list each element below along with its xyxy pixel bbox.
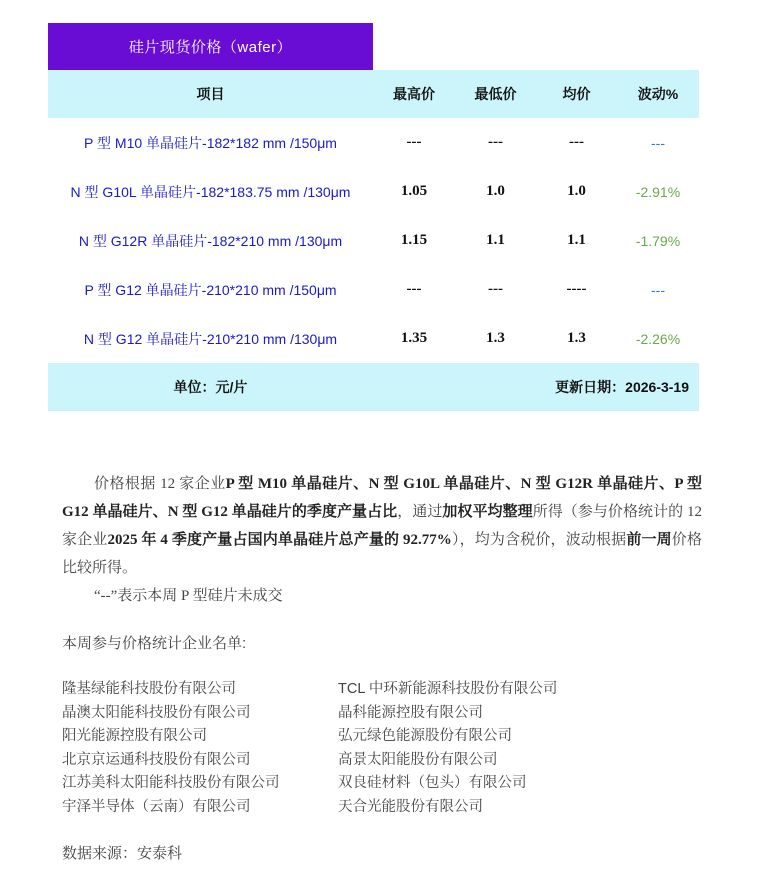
price-change: -2.91% (635, 183, 681, 200)
list-item: TCL 中环新能源科技股份有限公司 (338, 681, 558, 697)
list-item: 隆基绿能科技股份有限公司 (62, 681, 236, 697)
header-change: 波动% (617, 70, 699, 118)
para-bold-method: 加权平均整理 (442, 504, 533, 520)
high-price: --- (406, 281, 422, 297)
low-price: --- (488, 134, 503, 150)
header-item: 项目 (48, 70, 373, 118)
list-item: 天合光能股份有限公司 (338, 798, 483, 815)
company-list-title: 本周参与价格统计企业名单: (62, 635, 247, 652)
list-item: 晶澳太阳能科技股份有限公司 (62, 704, 251, 721)
avg-price: --- (569, 134, 584, 150)
list-item: 宇泽半导体（云南）有限公司 (62, 798, 251, 815)
low-price: --- (488, 281, 503, 297)
list-item: 北京京运通科技股份有限公司 (62, 751, 251, 768)
methodology-paragraph (62, 470, 702, 582)
low-price: 1.1 (486, 232, 505, 248)
avg-price: 1.1 (567, 232, 586, 248)
avg-price: 1.0 (567, 183, 586, 199)
header-high: 最高价 (373, 70, 455, 118)
table-header-row (48, 70, 699, 118)
low-price: 1.0 (486, 183, 505, 199)
update-date: 更新日期：2026-3-19 (373, 363, 699, 411)
high-price: 1.15 (400, 232, 428, 248)
list-item: 阳光能源控股有限公司 (62, 728, 207, 744)
high-price: 1.35 (400, 330, 428, 346)
product-name: N 型 G12 单晶硅片-210*210 mm /130μm (83, 330, 338, 347)
para-text: ，通过 (397, 504, 443, 520)
table-footer-row (48, 363, 699, 411)
table-row (48, 216, 699, 265)
avg-price: 1.3 (567, 330, 586, 346)
list-item: 高景太阳能股份有限公司 (338, 751, 498, 768)
high-price: --- (406, 134, 422, 150)
list-item: 江苏美科太阳能科技股份有限公司 (62, 775, 280, 791)
no-trade-note: “--”表示本周 P 型硅片未成交 (94, 588, 283, 604)
avg-price: ---- (566, 281, 587, 297)
price-change: --- (651, 134, 665, 151)
table-row (48, 314, 699, 363)
table-row (48, 265, 699, 314)
price-change: -1.79% (635, 232, 681, 249)
list-item: 双良硅材料（包头）有限公司 (338, 775, 527, 791)
product-name: P 型 M10 单晶硅片-182*182 mm /150μm (84, 134, 337, 151)
company-list (62, 678, 702, 819)
header-avg: 均价 (536, 70, 617, 118)
list-item: 晶科能源控股有限公司 (338, 704, 483, 721)
price-change: --- (651, 281, 665, 298)
table-row (48, 167, 699, 216)
product-name: N 型 G10L 单晶硅片-182*183.75 mm /130μm (70, 183, 351, 200)
para-bold-products: P 型 M10 单晶硅片、N 型 G10L 单晶硅片、N 型 G12R 单晶硅片、P 型 G12 单晶硅片、N 型 G12 单晶硅片的季度产量占比 (62, 476, 702, 520)
para-bold-share: 2025 年 4 季度产量占国内单晶硅片总产量的 92.77% (107, 532, 452, 548)
table-row (48, 118, 699, 167)
para-text: 价格比较所得。 (62, 532, 702, 576)
para-bold-week: 前一周 (626, 532, 672, 548)
list-item: 弘元绿色能源股份有限公司 (338, 728, 512, 744)
product-name: P 型 G12 单晶硅片-210*210 mm /150μm (84, 281, 337, 298)
data-source: 数据来源：安泰科 (62, 845, 183, 862)
page-title: 硅片现货价格（wafer） (48, 23, 373, 70)
high-price: 1.05 (400, 183, 428, 199)
low-price: 1.3 (486, 330, 505, 346)
para-text: 价格根据 12 家企业 (94, 476, 226, 492)
para-text: ），均为含税价，波动根据 (451, 532, 627, 548)
product-name: N 型 G12R 单晶硅片-182*210 mm /130μm (78, 232, 343, 249)
unit-label: 单位：元/片 (48, 363, 373, 411)
para-text: 所得（参与价格统计的 12 家企业 (62, 504, 702, 548)
price-table (48, 70, 699, 411)
price-change: -2.26% (635, 330, 681, 347)
header-low: 最低价 (455, 70, 536, 118)
